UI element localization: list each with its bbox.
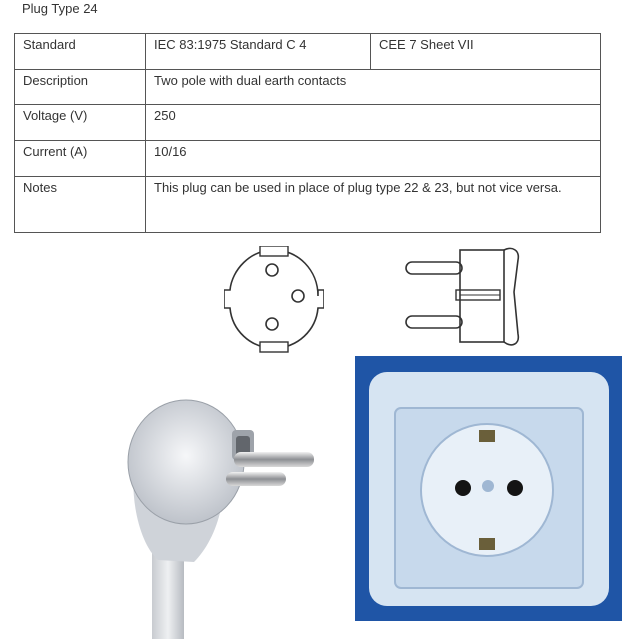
row-label-voltage: Voltage (V) (15, 105, 146, 141)
table-row (15, 34, 601, 70)
table-row (15, 105, 601, 141)
row-label-description: Description (15, 70, 146, 105)
row-value-notes: This plug can be used in place of plug type 22 & 23, but not vice versa. (146, 177, 601, 233)
row-label-notes: Notes (15, 177, 146, 233)
plug-side-outline-icon (404, 244, 524, 350)
page-title: Plug Type 24 (22, 1, 98, 16)
row-label-standard: Standard (15, 34, 146, 70)
table-row (15, 141, 601, 177)
table-row (15, 177, 601, 233)
row-value-voltage: 250 (146, 105, 601, 141)
row-value-current: 10/16 (146, 141, 601, 177)
row-value-description: Two pole with dual earth contacts (146, 70, 601, 105)
row-value-standard: IEC 83:1975 Standard C 4 (146, 34, 371, 70)
spec-table (14, 33, 601, 233)
table-row (15, 70, 601, 105)
row-label-current: Current (A) (15, 141, 146, 177)
plug-photo (118, 392, 326, 639)
socket-photo (355, 356, 622, 621)
row-value-standard-2: CEE 7 Sheet VII (371, 34, 601, 70)
plug-front-outline-icon (224, 246, 324, 354)
